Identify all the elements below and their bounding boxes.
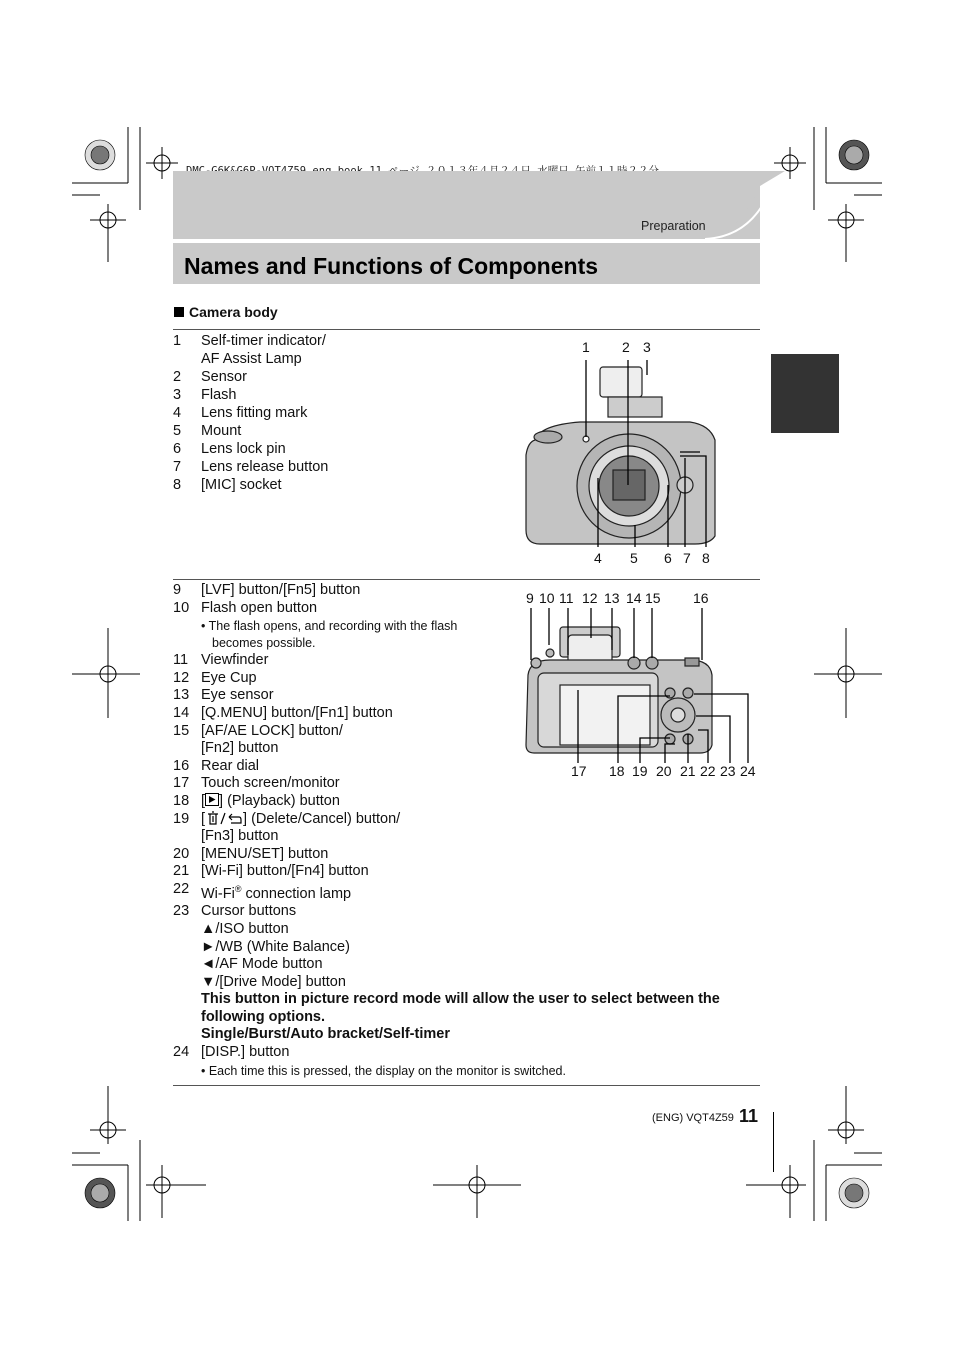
callout-2: 2	[622, 339, 630, 355]
list-item: 20 [MENU/SET] button	[173, 845, 329, 862]
front-callout-lines	[520, 340, 760, 570]
callout-20: 20	[656, 763, 672, 779]
list-item: 15 [AF/AE LOCK] button/	[173, 722, 343, 739]
list-item	[173, 476, 503, 494]
item-label: Cursor buttons	[201, 903, 297, 920]
item-number: 3	[173, 387, 182, 403]
callout-22: 22	[700, 763, 716, 779]
list-item: 23 Cursor buttons	[173, 903, 297, 920]
callout-13: 13	[604, 590, 620, 606]
footer-code: (ENG) VQT4Z59	[652, 1112, 734, 1124]
list-item: 17 Touch screen/monitor	[173, 775, 340, 792]
item-label: Viewfinder	[201, 652, 269, 669]
item-note: • Each time this is pressed, the display on the monitor is switched.	[201, 1063, 566, 1078]
callout-21: 21	[680, 763, 696, 779]
item-label: [AF/AE LOCK] button/	[201, 722, 343, 739]
cursor-sub-item: ►/WB (White Balance)	[201, 938, 350, 955]
callout-14: 14	[626, 590, 642, 606]
list-item	[173, 404, 503, 422]
callout-1: 1	[582, 339, 590, 355]
trash-undo-icon	[205, 811, 243, 825]
callout-17: 17	[571, 763, 587, 779]
list-item	[173, 332, 503, 350]
emphasis-text: This button in picture record mode will allow the user to select between the	[201, 991, 720, 1008]
section-label: Preparation	[641, 219, 706, 233]
item-label-continued: [Fn3] button	[201, 828, 279, 845]
divider-top	[173, 329, 760, 330]
list-item: 12 Eye Cup	[173, 669, 257, 686]
callout-7: 7	[683, 550, 691, 566]
callout-4: 4	[594, 550, 602, 566]
playback-icon	[205, 793, 219, 806]
callout-11: 11	[559, 590, 574, 606]
callout-10: 10	[539, 590, 555, 606]
emphasis-text: following options.	[201, 1008, 326, 1025]
callout-15: 15	[645, 590, 661, 606]
item-note: becomes possible.	[212, 636, 316, 651]
cursor-sub-item: ▲/ISO button	[201, 920, 289, 937]
callout-6: 6	[664, 550, 672, 566]
item-label: [DISP.] button	[201, 1044, 290, 1061]
item-label: [LVF] button/[Fn5] button	[201, 582, 361, 598]
item-label: Lens release button	[201, 459, 329, 475]
callout-3: 3	[643, 339, 651, 355]
list-item	[173, 440, 503, 458]
list-item: 16 Rear dial	[173, 757, 260, 774]
callout-19: 19	[632, 763, 648, 779]
divider-middle	[173, 579, 760, 580]
item-label: [MENU/SET] button	[201, 845, 329, 862]
header-band-curve	[705, 171, 785, 239]
item-label: Eye Cup	[201, 669, 257, 686]
item-number: 1	[173, 333, 182, 349]
callout-24: 24	[740, 763, 756, 779]
item-label: AF Assist Lamp	[201, 351, 302, 367]
item-label: [ ] (Playback) button	[201, 792, 340, 809]
item-label-continued: [Fn2] button	[201, 740, 279, 757]
item-label: Sensor	[201, 369, 247, 385]
item-number: 2	[173, 369, 182, 385]
square-bullet-icon	[174, 307, 184, 317]
item-label: Lens fitting mark	[201, 405, 308, 421]
item-note: • The flash opens, and recording with the flash	[201, 619, 458, 634]
item-label: Rear dial	[201, 757, 260, 774]
divider-bottom	[173, 1085, 760, 1086]
item-number: 6	[173, 441, 182, 457]
list-item	[173, 368, 503, 386]
item-label: Lens lock pin	[201, 441, 286, 457]
list-item	[173, 458, 503, 476]
list-item: 19 [ ] (Delete/Cancel) button/	[173, 810, 401, 827]
list-item	[173, 386, 503, 404]
item-number: 5	[173, 423, 182, 439]
callout-23: 23	[720, 763, 736, 779]
subsection-heading	[174, 304, 278, 320]
item-label: Flash open button	[201, 599, 318, 616]
back-callout-lines	[520, 600, 760, 790]
cursor-sub-item: ◄/AF Mode button	[201, 956, 323, 973]
page-title: Names and Functions of Components	[184, 253, 599, 279]
list-item: 11 Viewfinder	[173, 652, 269, 669]
item-label: Touch screen/monitor	[201, 775, 340, 792]
callout-16: 16	[693, 590, 709, 606]
subsection-label: Camera body	[189, 304, 278, 320]
item-label: [Wi-Fi] button/[Fn4] button	[201, 863, 369, 880]
list-item: 13 Eye sensor	[173, 687, 274, 704]
list-item: 18 [ ] (Playback) button	[173, 792, 340, 809]
item-label: Flash	[201, 387, 237, 403]
item-label: [MIC] socket	[201, 477, 282, 493]
callout-12: 12	[582, 590, 598, 606]
footer-divider	[773, 1112, 774, 1172]
front-parts-list	[173, 332, 503, 494]
item-label: Self-timer indicator/	[201, 333, 326, 349]
cursor-sub-item: ▼/[Drive Mode] button	[201, 973, 346, 990]
callout-9: 9	[526, 590, 534, 606]
list-item: 9 [LVF] button/[Fn5] button	[173, 582, 361, 598]
chapter-tab	[771, 354, 839, 433]
page-number: 11	[739, 1106, 759, 1126]
list-item: 10 Flash open button	[173, 599, 318, 616]
list-item: 14 [Q.MENU] button/[Fn1] button	[173, 704, 393, 721]
callout-5: 5	[630, 550, 638, 566]
item-number: 4	[173, 405, 182, 421]
item-label: [Q.MENU] button/[Fn1] button	[201, 704, 393, 721]
list-item	[173, 350, 503, 368]
item-label: Wi-Fi® connection lamp	[201, 883, 352, 902]
emphasis-text: Single/Burst/Auto bracket/Self-timer	[201, 1026, 450, 1043]
callout-18: 18	[609, 763, 625, 779]
item-number: 7	[173, 459, 182, 475]
item-number: 8	[173, 477, 182, 493]
list-item: 22 Wi-Fi® connection lamp	[173, 880, 352, 902]
list-item: 21 [Wi-Fi] button/[Fn4] button	[173, 863, 369, 880]
callout-8: 8	[702, 550, 710, 566]
item-label: Mount	[201, 423, 242, 439]
list-item: 24 [DISP.] button	[173, 1044, 290, 1061]
item-label: [ ] (Delete/Cancel) button/	[201, 810, 401, 827]
list-item	[173, 422, 503, 440]
item-label: Eye sensor	[201, 687, 274, 704]
